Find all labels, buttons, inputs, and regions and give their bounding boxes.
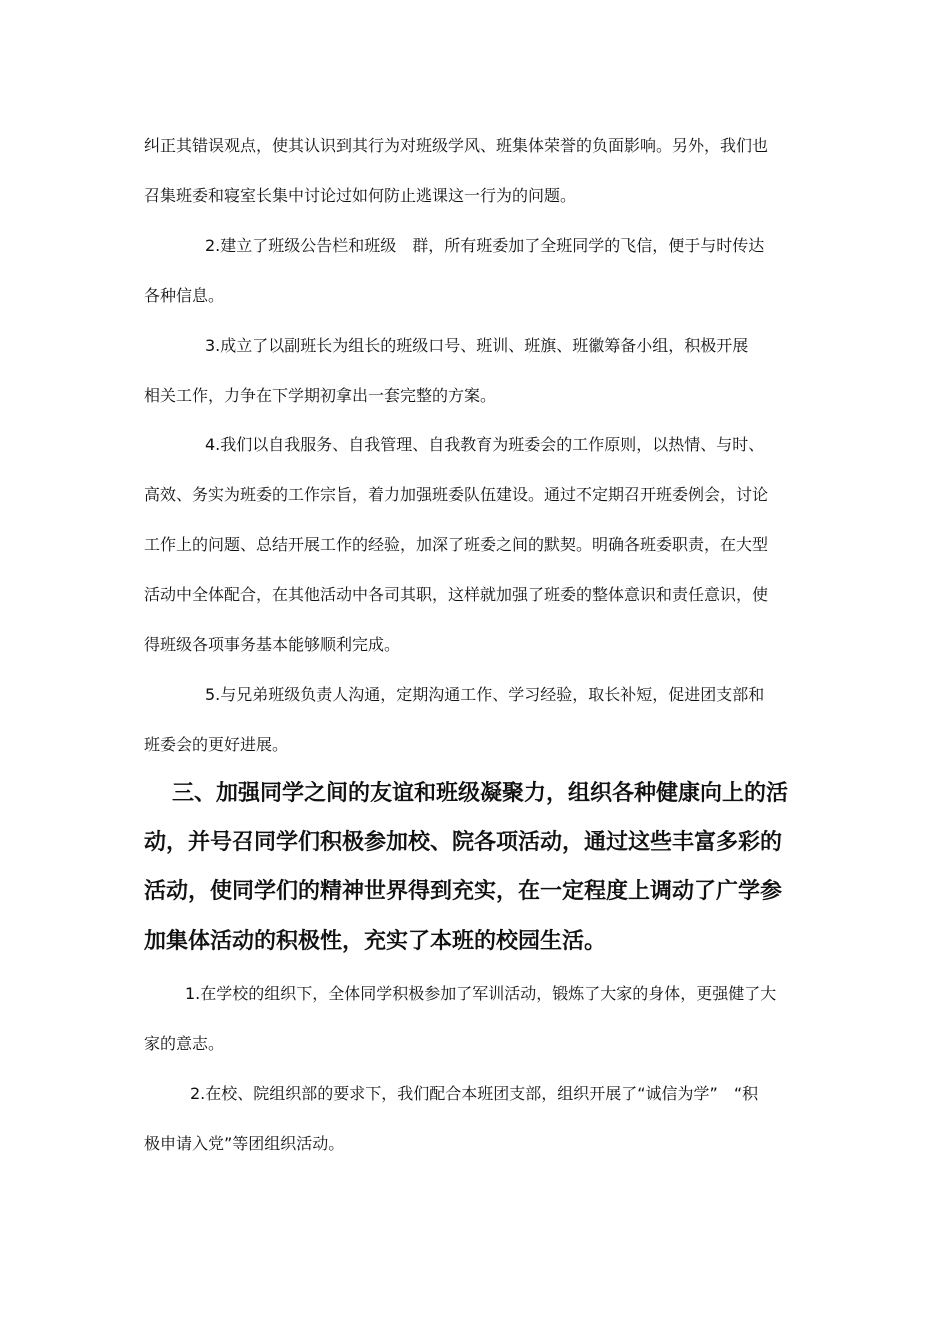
text-line: 极申请入党”等团组织活动。	[144, 1134, 345, 1153]
section-heading-line: 三、加强同学之间的友谊和班级凝聚力，组织各种健康向上的活	[172, 781, 789, 806]
section-heading-line: 活动，使同学们的精神世界得到充实，在一定程度上调动了广学参	[144, 879, 783, 904]
section-heading-line: 加集体活动的积极性，充实了本班的校园生活。	[144, 929, 607, 954]
text-line: 高效、务实为班委的工作宗旨，着力加强班委队伍建设。通过不定期召开班委例会，讨论	[144, 485, 769, 504]
text-line: 1.在学校的组织下，全体同学积极参加了军训活动，锻炼了大家的身体，更强健了大	[185, 984, 777, 1003]
text-line: 2.在校、院组织部的要求下，我们配合本班团支部，组织开展了“诚信为学” “积	[190, 1084, 759, 1103]
text-line: 4.我们以自我服务、自我管理、自我教育为班委会的工作原则，以热情、与时、	[205, 435, 765, 454]
text-line: 活动中全体配合，在其他活动中各司其职，这样就加强了班委的整体意识和责任意识，使	[144, 585, 769, 604]
text-line: 工作上的问题、总结开展工作的经验，加深了班委之间的默契。明确各班委职责，在大型	[144, 535, 769, 554]
text-line: 5.与兄弟班级负责人沟通，定期沟通工作、学习经验，取长补短，促进团支部和	[205, 685, 765, 704]
text-line: 家的意志。	[144, 1034, 225, 1053]
text-line: 各种信息。	[144, 286, 225, 305]
text-line: 班委会的更好进展。	[144, 735, 289, 754]
text-line: 相关工作，力争在下学期初拿出一套完整的方案。	[144, 386, 497, 405]
text-line: 3.成立了以副班长为组长的班级口号、班训、班旗、班徽筹备小组，积极开展	[205, 336, 749, 355]
section-heading-line: 动，并号召同学们积极参加校、院各项活动，通过这些丰富多彩的	[144, 830, 783, 855]
text-line: 召集班委和寝室长集中讨论过如何防止逃课这一行为的问题。	[144, 186, 577, 205]
text-line: 纠正其错误观点，使其认识到其行为对班级学风、班集体荣誉的负面影响。另外，我们也	[144, 136, 769, 155]
text-line: 2.建立了班级公告栏和班级 群，所有班委加了全班同学的飞信，便于与时传达	[205, 236, 765, 255]
text-line: 得班级各项事务基本能够顺利完成。	[144, 635, 401, 654]
